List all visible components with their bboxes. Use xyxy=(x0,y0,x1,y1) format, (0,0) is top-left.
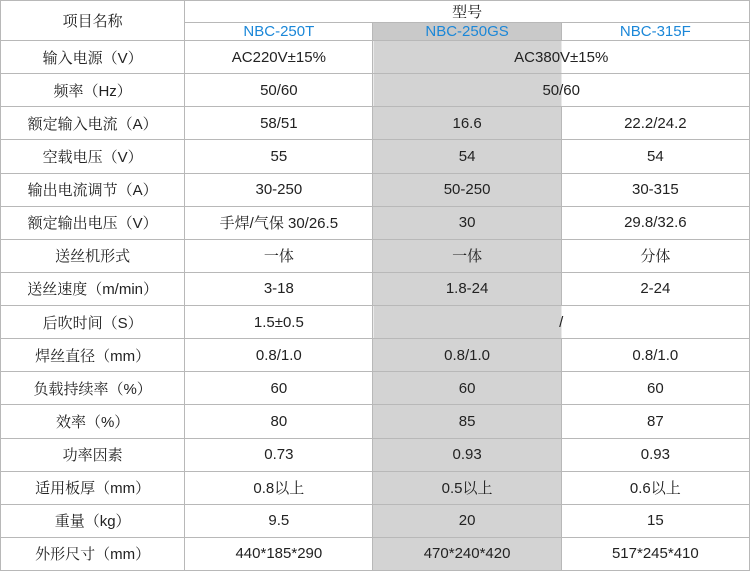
header-model: 型号 xyxy=(185,1,750,23)
table-row xyxy=(1,206,750,239)
table-row xyxy=(1,438,750,471)
row-label: 焊丝直径（mm） xyxy=(1,339,185,372)
table-cell: 0.6以上 xyxy=(561,471,749,504)
table-cell: 16.6 xyxy=(373,107,561,140)
table-cell: 50-250 xyxy=(373,173,561,206)
row-label: 负载持续率（%） xyxy=(1,372,185,405)
table-cell: 470*240*420 xyxy=(373,537,561,570)
row-label: 适用板厚（mm） xyxy=(1,471,185,504)
table-cell: 3-18 xyxy=(185,272,373,305)
table-row xyxy=(1,537,750,570)
table-row xyxy=(1,107,750,140)
table-cell: 0.73 xyxy=(185,438,373,471)
table-row xyxy=(1,306,750,339)
table-cell: 0.8/1.0 xyxy=(373,339,561,372)
table-cell: 60 xyxy=(561,372,749,405)
table-cell: 0.93 xyxy=(561,438,749,471)
table-cell: 0.8/1.0 xyxy=(185,339,373,372)
table-cell: 58/51 xyxy=(185,107,373,140)
header-model-2: NBC-250GS xyxy=(373,23,561,41)
table-row xyxy=(1,339,750,372)
table-cell: 517*245*410 xyxy=(561,537,749,570)
table-cell: 30-315 xyxy=(561,173,749,206)
table-cell: 手焊/气保 30/26.5 xyxy=(185,206,373,239)
row-label: 功率因素 xyxy=(1,438,185,471)
row-label: 外形尺寸（mm） xyxy=(1,537,185,570)
table-cell: 一体 xyxy=(185,239,373,272)
table-cell: 一体 xyxy=(373,239,561,272)
table-row xyxy=(1,239,750,272)
row-label: 输入电源（V） xyxy=(1,41,185,74)
table-cell: 0.5以上 xyxy=(373,471,561,504)
row-label: 送丝速度（m/min） xyxy=(1,272,185,305)
row-label: 输出电流调节（A） xyxy=(1,173,185,206)
table-cell: 1.8-24 xyxy=(373,272,561,305)
table-cell: / xyxy=(373,306,750,339)
table-cell: 440*185*290 xyxy=(185,537,373,570)
table-row xyxy=(1,140,750,173)
row-label: 后吹时间（S） xyxy=(1,306,185,339)
table-cell: 0.93 xyxy=(373,438,561,471)
header-item-name: 项目名称 xyxy=(1,1,185,41)
header-model-3: NBC-315F xyxy=(561,23,749,41)
row-label: 效率（%） xyxy=(1,405,185,438)
table-cell: 87 xyxy=(561,405,749,438)
table-cell: 30 xyxy=(373,206,561,239)
table-cell: 50/60 xyxy=(185,74,373,107)
table-cell: 60 xyxy=(185,372,373,405)
table-row xyxy=(1,504,750,537)
header-row-title xyxy=(1,1,750,23)
row-label: 额定输入电流（A） xyxy=(1,107,185,140)
table-cell: 分体 xyxy=(561,239,749,272)
table-body xyxy=(1,41,750,571)
table-header xyxy=(1,1,750,41)
table-cell: 20 xyxy=(373,504,561,537)
table-cell: 2-24 xyxy=(561,272,749,305)
row-label: 送丝机形式 xyxy=(1,239,185,272)
table-cell: 15 xyxy=(561,504,749,537)
table-row xyxy=(1,272,750,305)
row-label: 空载电压（V） xyxy=(1,140,185,173)
table-cell: 80 xyxy=(185,405,373,438)
table-cell: 55 xyxy=(185,140,373,173)
table-cell: 29.8/32.6 xyxy=(561,206,749,239)
table-cell: AC220V±15% xyxy=(185,41,373,74)
row-label: 重量（kg） xyxy=(1,504,185,537)
table-cell: 1.5±0.5 xyxy=(185,306,373,339)
table-cell: 0.8以上 xyxy=(185,471,373,504)
table-cell: 50/60 xyxy=(373,74,750,107)
table-cell: 85 xyxy=(373,405,561,438)
table-row xyxy=(1,471,750,504)
table-row xyxy=(1,74,750,107)
header-model-1: NBC-250T xyxy=(185,23,373,41)
row-label: 频率（Hz） xyxy=(1,74,185,107)
table-cell: 54 xyxy=(561,140,749,173)
table-cell: 22.2/24.2 xyxy=(561,107,749,140)
table-cell: 0.8/1.0 xyxy=(561,339,749,372)
row-label: 额定输出电压（V） xyxy=(1,206,185,239)
table-cell: 30-250 xyxy=(185,173,373,206)
table-row xyxy=(1,41,750,74)
table-cell: 54 xyxy=(373,140,561,173)
table-cell: 60 xyxy=(373,372,561,405)
table-row xyxy=(1,405,750,438)
table-row xyxy=(1,173,750,206)
table-row xyxy=(1,372,750,405)
table-cell: AC380V±15% xyxy=(373,41,750,74)
table-cell: 9.5 xyxy=(185,504,373,537)
